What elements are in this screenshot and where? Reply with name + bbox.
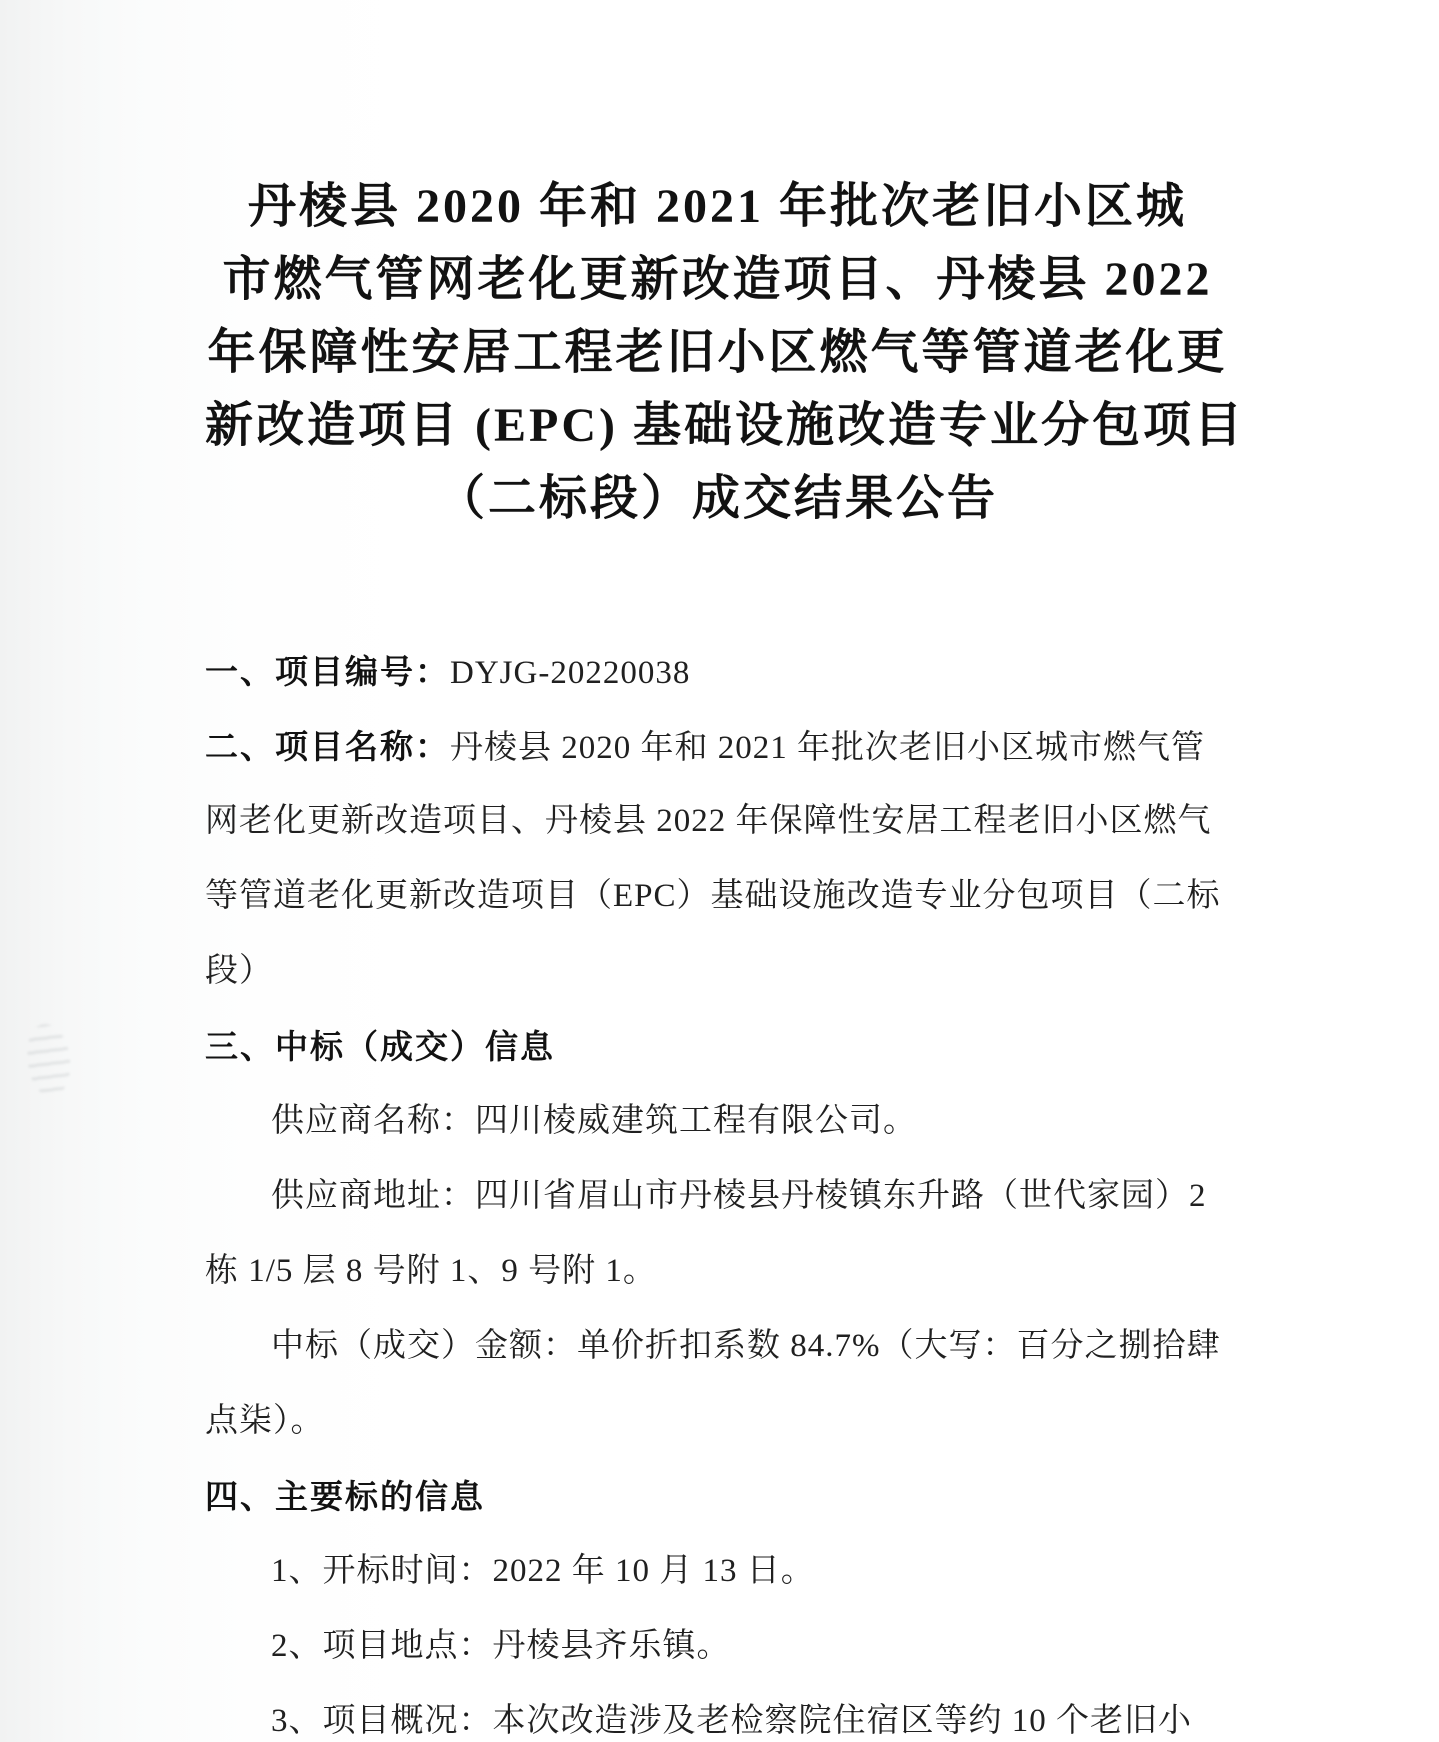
award-info-heading-label: 三、中标（成交）信息 bbox=[205, 1028, 555, 1065]
title-line-4: 新改造项目 (EPC) 基础设施改造专业分包项目 bbox=[205, 399, 1245, 452]
scan-smudge bbox=[25, 1022, 73, 1097]
project-number-label: 一、项目编号： bbox=[205, 653, 450, 690]
supplier-name-text: 供应商名称：四川棱威建筑工程有限公司。 bbox=[271, 1103, 917, 1139]
line-supplier-address-1 bbox=[205, 1159, 1235, 1234]
document-title bbox=[205, 170, 1245, 535]
project-overview-text: 3、项目概况：本次改造涉及老检察院住宿区等约 10 个老旧小 bbox=[271, 1703, 1192, 1739]
project-name-text-3: 等管道老化更新改造项目（EPC）基础设施改造专业分包项目（二标 bbox=[205, 878, 1221, 914]
main-bid-info-heading-label: 四、主要标的信息 bbox=[205, 1478, 485, 1515]
line-project-location bbox=[205, 1609, 1235, 1684]
title-line-1: 丹棱县 2020 年和 2021 年批次老旧小区城 bbox=[247, 180, 1187, 233]
line-award-amount-1 bbox=[205, 1309, 1235, 1384]
project-number-value: DYJG-20220038 bbox=[450, 655, 691, 691]
project-name-label: 二、项目名称： bbox=[205, 728, 450, 765]
line-project-name-3 bbox=[205, 859, 1235, 934]
supplier-address-text-1: 供应商地址：四川省眉山市丹棱县丹棱镇东升路（世代家园）2 bbox=[271, 1178, 1207, 1214]
line-project-name-4 bbox=[205, 934, 1235, 1009]
project-name-text-2: 网老化更新改造项目、丹棱县 2022 年保障性安居工程老旧小区燃气 bbox=[205, 803, 1212, 839]
line-supplier-name bbox=[205, 1084, 1235, 1159]
project-name-text-4: 段） bbox=[205, 953, 273, 989]
project-name-text-1: 丹棱县 2020 年和 2021 年批次老旧小区城市燃气管 bbox=[450, 730, 1205, 766]
title-line-2: 市燃气管网老化更新改造项目、丹棱县 2022 bbox=[222, 253, 1213, 306]
line-bid-opening-time bbox=[205, 1534, 1235, 1609]
project-location-text: 2、项目地点：丹棱县齐乐镇。 bbox=[271, 1628, 731, 1664]
line-project-name-1 bbox=[205, 709, 1235, 784]
award-amount-text-2: 点柒）。 bbox=[205, 1403, 325, 1439]
line-project-overview bbox=[205, 1684, 1235, 1742]
line-supplier-address-2 bbox=[205, 1234, 1235, 1309]
title-line-5: （二标段）成交结果公告 bbox=[436, 472, 998, 525]
line-project-number bbox=[205, 634, 1235, 709]
document-body bbox=[205, 634, 1235, 1742]
award-amount-text-1: 中标（成交）金额：单价折扣系数 84.7%（大写：百分之捌拾肆 bbox=[271, 1328, 1221, 1364]
supplier-address-text-2: 栋 1/5 层 8 号附 1、9 号附 1。 bbox=[205, 1253, 657, 1289]
line-award-info-heading bbox=[205, 1009, 1235, 1084]
title-line-3: 年保障性安居工程老旧小区燃气等管道老化更 bbox=[207, 326, 1228, 379]
bid-opening-time-text: 1、开标时间：2022 年 10 月 13 日。 bbox=[271, 1553, 815, 1589]
line-award-amount-2 bbox=[205, 1384, 1235, 1459]
line-main-bid-info-heading bbox=[205, 1459, 1235, 1534]
line-project-name-2 bbox=[205, 784, 1235, 859]
